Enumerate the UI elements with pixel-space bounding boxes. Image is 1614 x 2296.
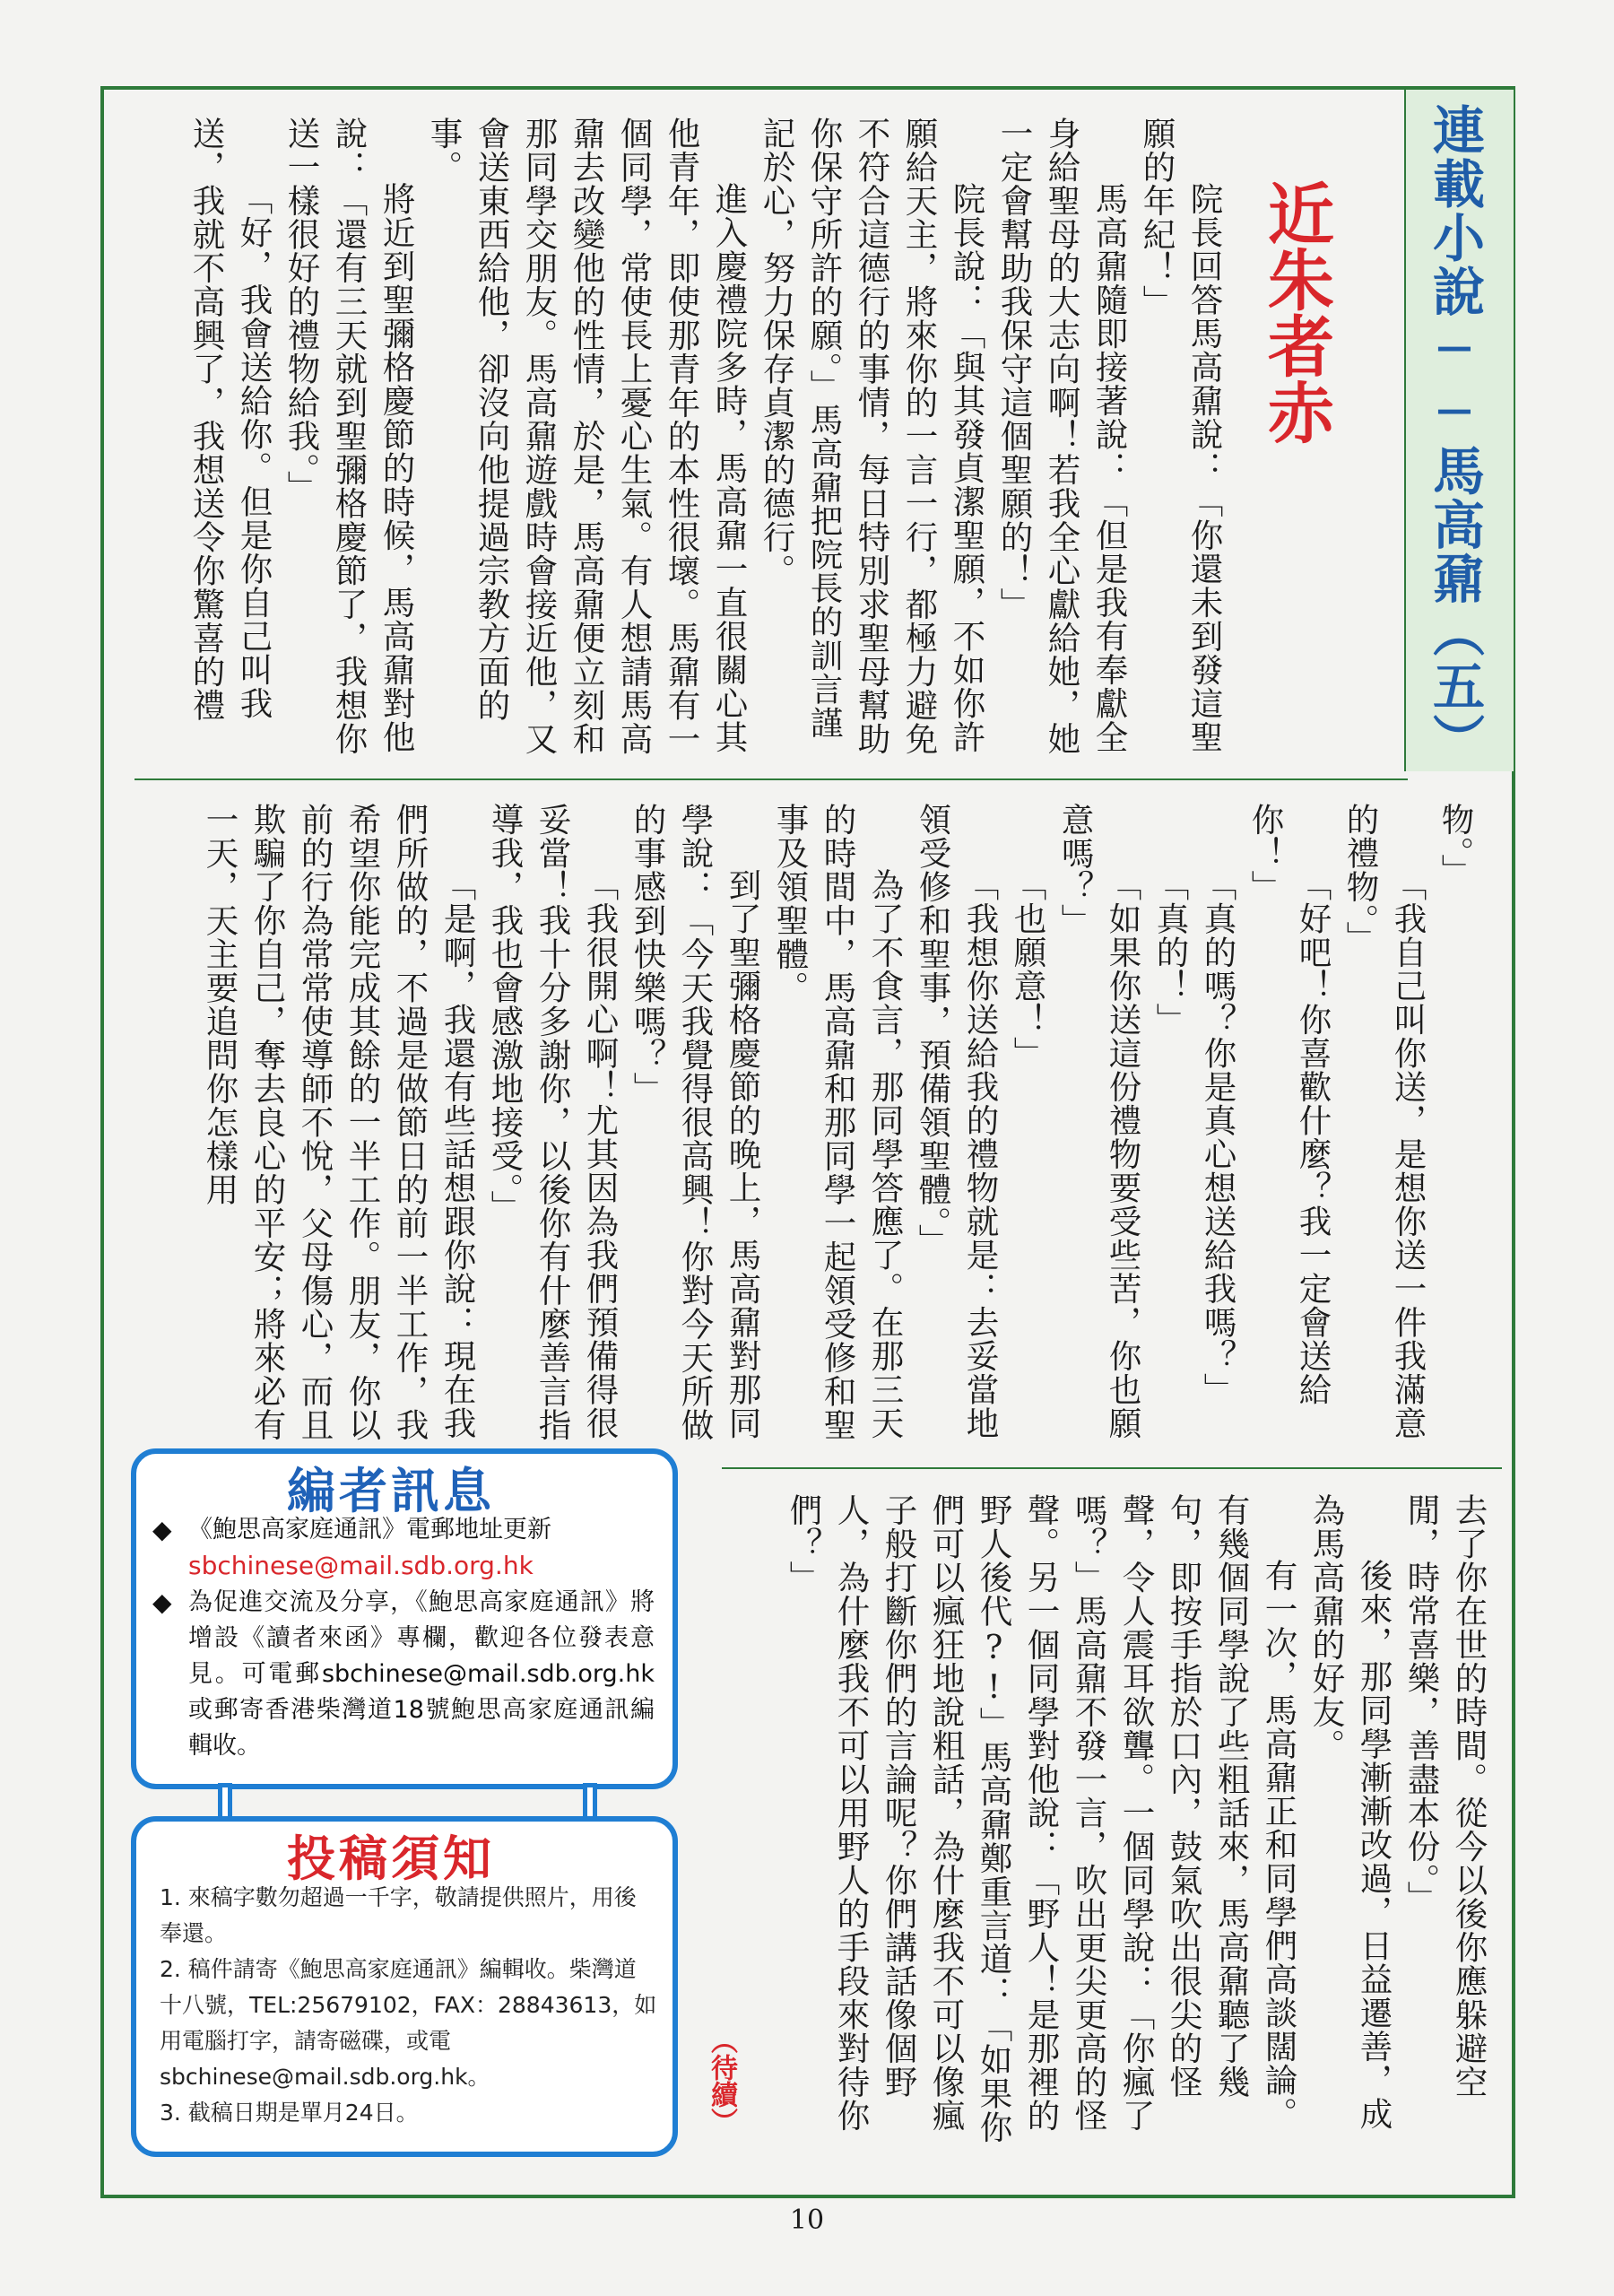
list-item: ◆ 為促進交流及分享，《鮑思高家庭通訊》將增設《讀者來函》專欄，歡迎各位發表意見。可電郵sbchinese@mail.sdb.org.hk或郵寄香港柴灣道18號鮑思高家庭通訊編輯收。 — [152, 1585, 655, 1764]
top-text-block — [134, 117, 1228, 762]
to-be-continued: （待續） — [706, 2027, 737, 2135]
submission-heading: 投稿須知 — [287, 1831, 495, 1887]
diamond-bullet-icon: ◆ — [152, 1515, 172, 1544]
paragraph: 「也願意！」 — [1009, 868, 1047, 1070]
paragraph: 院長說：「與其發貞潔聖願，不如你許願給天主，將來你的一言一行，都極力避免不符合這德行的事情，每日特別求聖母幫助你保守所許的願。」馬高鼐把院長的訓言謹記於心，努力保存貞潔的德行。 — [758, 117, 986, 756]
paragraph: 物。」 — [1436, 803, 1475, 888]
divider-line — [134, 778, 1408, 780]
paragraph: 到了聖彌格慶節的晚上，馬高鼐對那同學說：「今天我覺得很高興！你對今天所做的事感到快樂嗎？」 — [629, 803, 762, 1442]
paragraph: 院長回答馬高鼐說：「你還未到發這聖願的年紀！」 — [1138, 117, 1224, 754]
page-number: 10 — [789, 2205, 825, 2236]
submission-rules — [160, 1880, 657, 2131]
paragraph: 「我想你送給我的禮物就是：去妥當地領受修和聖事，預備領聖體。」 — [914, 803, 1000, 1440]
paragraph: 「是啊，我還有些話想跟你說：現在我們所做的，不過是做節日的前一半工作，我希望你能完成其餘的一半工作。朋友，你以前的行為常常使導師不悅，父母傷心，而且欺騙了你自己，奪去良心的平安；將來必有一天，天主要追問你怎樣用 — [201, 803, 477, 1442]
chapter-title: 近朱者赤 — [1257, 179, 1334, 445]
paragraph: 「真的！」 — [1151, 868, 1190, 1037]
paragraph: 「如果你送這份禮物要受些苦，你也願意嗎？」 — [1056, 803, 1142, 1440]
divider-line — [722, 1467, 1502, 1469]
paragraph: 去了你在世的時間。從今以後你應躲避空閒，時常喜樂，善盡本份。」 — [1402, 1493, 1488, 2099]
editor-info-heading: 編者訊息 — [287, 1463, 495, 1519]
paragraph: 「好，我會送給你。但是你自己叫我送，我就不高興了，我想送令你驚喜的禮 — [187, 117, 273, 722]
bottom-text-block — [749, 1493, 1493, 2157]
middle-text-block — [134, 803, 1480, 1448]
paragraph: 「真的嗎？你是真心想送給我嗎？」 — [1199, 868, 1237, 1406]
series-title: 連載小說──馬高鼐（五） — [1424, 103, 1485, 767]
paragraph: 進入慶禮院多時，馬高鼐一直很關心其他青年，即使那青年的本性很壞。馬鼐有一個同學，常使長上憂心生氣。有人想請馬高鼐去改變他的性情，於是，馬高鼐便立刻和那同學交朋友。馬高鼐遊戲時會接近他，又會送東西給他，卻沒向他提過宗教方面的事。 — [425, 117, 749, 756]
paragraph: 將近到聖彌格慶節的時候，馬高鼐對他說：「還有三天就到聖彌格慶節了，我想你送一樣很好的禮物給我。」 — [282, 117, 416, 756]
paragraph: 有一次，馬高鼐正和同學們高談闊論。有幾個同學說了些粗話來，馬高鼐聽了幾句，即按手指於口內，鼓氣吹出很尖的怪聲，令人震耳欲聾。一個同學說：「你瘋了嗎？」馬高鼐不發一言，吹出更尖更高的怪聲。另一個同學對他說：「野人！是那裡的野人後代?!」馬高鼐鄭重言道：「如果你們可以瘋狂地說粗話，為什麼我不可以像瘋子般打斷你們的言論呢？你們講話像個野人，為什麼我不可以用野人的手段來對待你們？」 — [785, 1493, 1298, 2144]
paragraph: 「我自己叫你送，是想你送一件我滿意的禮物。」 — [1341, 803, 1427, 1440]
list-item: ◆ 《鮑思高家庭通訊》電郵地址更新 sbchinese@mail.sdb.org.hk — [152, 1512, 655, 1585]
list-item: 2. 稿件請寄《鮑思高家庭通訊》編輯收。柴灣道十八號，TEL:25679102，FAX：28843613，如用電腦打字，請寄磁碟，或電 sbchinese@mail.sdb.org.hk。 — [160, 1956, 657, 2090]
email-link[interactable]: sbchinese@mail.sdb.org.hk — [188, 1551, 534, 1580]
list-item: 3. 截稿日期是單月24日。 — [160, 2100, 419, 2126]
paragraph: 後來，那同學漸漸改過，日益遷善，成為馬高鼐的好友。 — [1307, 1493, 1393, 2131]
paragraph: 為了不食言，那同學答應了。在那三天的時間中，馬高鼐和那同學一起領受修和聖事及領聖體。 — [771, 803, 905, 1442]
editor-info-list — [152, 1512, 655, 1764]
paragraph: 「我很開心啊！尤其因為我們預備得很妥當！我十分多謝你，以後你有什麼善言指導我，我也會感激地接受。」 — [486, 803, 620, 1442]
paragraph: 「好吧！你喜歡什麼？我一定會送給你！」 — [1246, 803, 1332, 1406]
diamond-bullet-icon: ◆ — [152, 1587, 172, 1617]
list-item: 1. 來稿字數勿超過一千字，敬請提供照片，用後奉還。 — [160, 1884, 637, 1946]
paragraph: 馬高鼐隨即接著說：「但是我有奉獻全身給聖母的大志向啊！若我全心獻給她，她一定會幫助我保守這個聖願的！」 — [995, 117, 1129, 756]
